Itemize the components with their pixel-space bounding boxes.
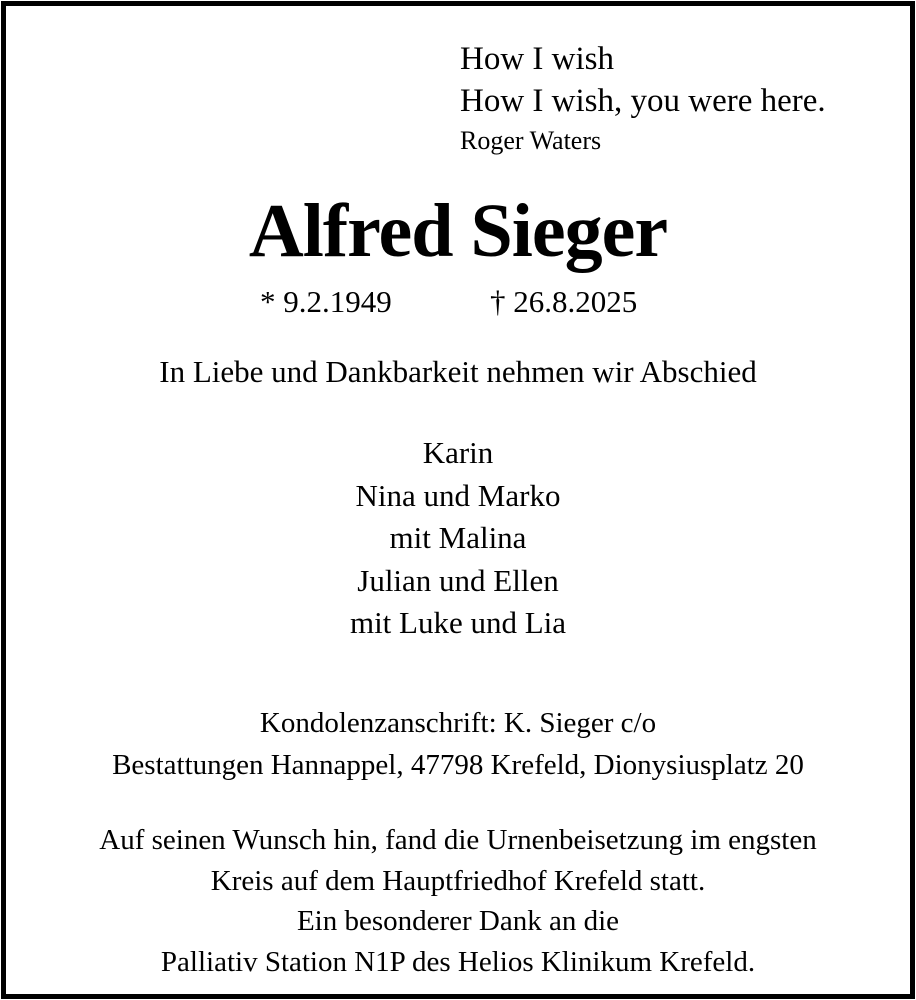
note-line: Kreis auf dem Hauptfriedhof Krefeld statt. — [210, 864, 706, 897]
death-date: † 26.8.2025 — [490, 284, 638, 319]
birth-date: * 9.2.1949 — [260, 284, 392, 319]
address-line: Bestattungen Hannappel, 47798 Krefeld, Dionysiusplatz 20 — [112, 749, 804, 781]
note-line: Palliativ Station N1P des Helios Klinikum Krefeld. — [160, 945, 756, 978]
mourner-line: mit Malina — [389, 520, 527, 555]
mourners-list — [0, 432, 916, 645]
mourner-line: Julian und Ellen — [357, 562, 559, 598]
mourner-line: Nina und Marko — [355, 477, 561, 513]
quote-author: Roger Waters — [460, 126, 602, 155]
mourner-line: mit Luke und Lia — [349, 605, 567, 640]
epigraph-quote — [460, 38, 826, 160]
deceased-name: Alfred Sieger — [248, 189, 668, 273]
condolence-address — [0, 702, 916, 786]
farewell-text: In Liebe und Dankbarkeit nehmen wir Abschied — [159, 354, 757, 389]
closing-note — [0, 820, 916, 982]
mourner-line: Karin — [422, 435, 494, 470]
address-line: Kondolenzanschrift: K. Sieger c/o — [259, 707, 657, 739]
note-line: Ein besonderer Dank an die — [296, 905, 620, 937]
life-dates — [0, 280, 916, 324]
note-line: Auf seinen Wunsch hin, fand die Urnenbeisetzung im engsten — [99, 824, 817, 856]
quote-line: How I wish, you were here. — [460, 83, 826, 119]
quote-line: How I wish — [460, 41, 614, 77]
